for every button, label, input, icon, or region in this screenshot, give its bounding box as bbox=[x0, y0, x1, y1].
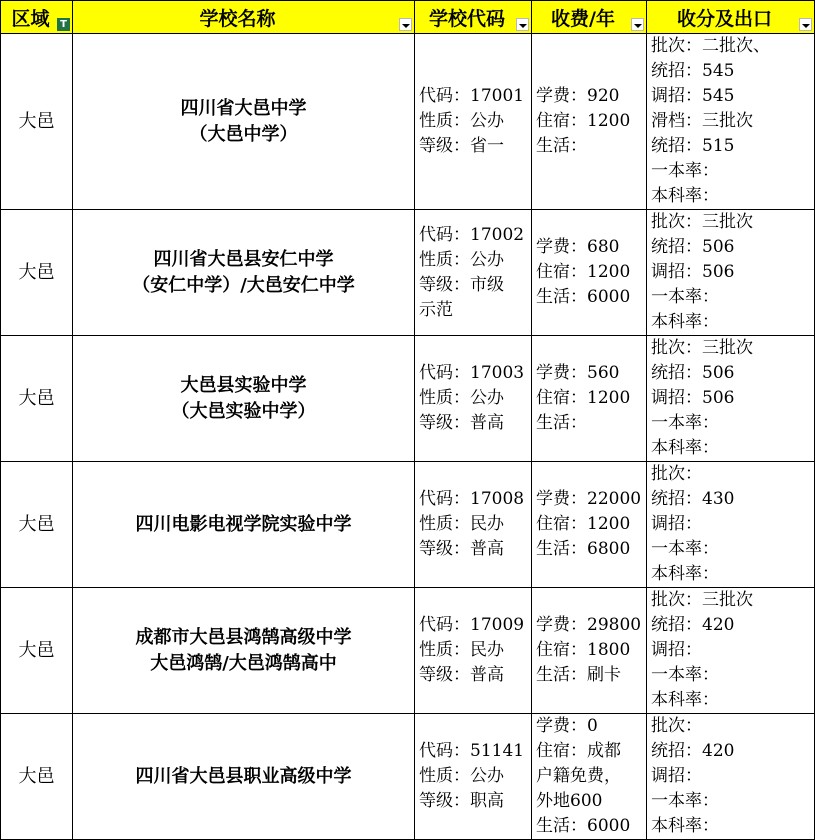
fee-line: 学费：920 bbox=[536, 86, 620, 106]
school-info-line: 性质：民办 bbox=[419, 640, 504, 660]
school-name-cell[interactable] bbox=[73, 462, 415, 588]
fees-cell[interactable] bbox=[532, 714, 647, 840]
school-name-line: 四川省大邑县安仁中学 bbox=[153, 248, 334, 270]
school-info-line: 等级：职高 bbox=[419, 791, 504, 811]
table-row bbox=[1, 34, 815, 210]
school-info-line: 代码：17003 bbox=[419, 363, 525, 383]
score-line: 本科率： bbox=[651, 690, 719, 710]
header-row bbox=[1, 1, 815, 34]
school-code-cell[interactable] bbox=[415, 336, 532, 462]
fee-line: 生活：6800 bbox=[536, 539, 631, 559]
score-line: 调招： bbox=[651, 640, 702, 660]
school-name-line: 大邑县实验中学 bbox=[180, 374, 307, 396]
score-line: 批次： bbox=[651, 716, 702, 736]
school-name-cell[interactable] bbox=[73, 34, 415, 210]
school-info-line: 等级：普高 bbox=[419, 665, 504, 685]
header-scores[interactable] bbox=[647, 1, 815, 34]
school-info-line: 等级：普高 bbox=[419, 539, 504, 559]
table-row bbox=[1, 336, 815, 462]
filter-dropdown-icon[interactable] bbox=[516, 18, 529, 31]
school-code-cell[interactable] bbox=[415, 34, 532, 210]
fee-line: 住宿：1200 bbox=[536, 514, 631, 534]
fees-cell[interactable] bbox=[532, 210, 647, 336]
score-line: 本科率： bbox=[651, 186, 719, 206]
school-info-line: 代码：51141 bbox=[419, 741, 525, 761]
table-row bbox=[1, 462, 815, 588]
score-line: 统招：545 bbox=[651, 61, 735, 81]
score-line: 滑档：三批次 bbox=[651, 111, 753, 131]
score-line: 统招：420 bbox=[651, 741, 735, 761]
fee-line: 学费：560 bbox=[536, 363, 620, 383]
scores-cell[interactable] bbox=[647, 462, 815, 588]
fees-cell[interactable] bbox=[532, 336, 647, 462]
school-name-line: （安仁中学）/大邑安仁中学 bbox=[132, 274, 355, 296]
school-name-line: 大邑鸿鹄/大邑鸿鹄高中 bbox=[150, 652, 337, 674]
header-region-label: 区域 bbox=[11, 7, 50, 30]
fee-line: 住宿：1200 bbox=[536, 262, 631, 282]
school-info-line: 代码：17002 bbox=[419, 224, 525, 245]
school-info-line: 性质：公办 bbox=[419, 388, 504, 408]
school-code-cell[interactable] bbox=[415, 462, 532, 588]
header-school-name[interactable] bbox=[73, 1, 415, 34]
header-school-code[interactable] bbox=[415, 1, 532, 34]
score-line: 统招：515 bbox=[651, 136, 735, 156]
school-name-line: （大邑中学） bbox=[189, 123, 298, 145]
score-line: 统招：506 bbox=[651, 237, 735, 257]
fee-line: 学费：22000 bbox=[536, 489, 642, 509]
school-name-line: 四川省大邑县职业高级中学 bbox=[135, 765, 352, 787]
school-info-line: 示范 bbox=[419, 299, 453, 320]
fee-line: 学费：29800 bbox=[536, 615, 642, 635]
school-info-line: 性质：公办 bbox=[419, 249, 504, 270]
scores-cell[interactable] bbox=[647, 714, 815, 840]
region-cell[interactable] bbox=[1, 210, 73, 336]
fee-line: 学费：680 bbox=[536, 237, 620, 257]
region-value: 大邑 bbox=[18, 640, 55, 661]
region-cell[interactable] bbox=[1, 34, 73, 210]
fee-line: 住宿：1200 bbox=[536, 388, 631, 408]
score-line: 统招：506 bbox=[651, 363, 735, 383]
header-fees[interactable] bbox=[532, 1, 647, 34]
score-line: 调招： bbox=[651, 514, 702, 534]
table-row bbox=[1, 210, 815, 336]
score-line: 本科率： bbox=[651, 312, 719, 332]
score-line: 调招：506 bbox=[651, 262, 735, 282]
school-name-line: 四川电影电视学院实验中学 bbox=[135, 513, 352, 535]
score-line: 调招：506 bbox=[651, 388, 735, 408]
filter-dropdown-icon[interactable] bbox=[399, 18, 412, 31]
region-cell[interactable] bbox=[1, 714, 73, 840]
school-code-cell[interactable] bbox=[415, 210, 532, 336]
score-line: 一本率： bbox=[651, 161, 719, 181]
fee-line: 生活： bbox=[536, 413, 587, 433]
region-value: 大邑 bbox=[18, 111, 55, 132]
scores-cell[interactable] bbox=[647, 34, 815, 210]
fees-cell[interactable] bbox=[532, 588, 647, 714]
school-info-line: 代码：17008 bbox=[419, 489, 525, 509]
score-line: 统招：430 bbox=[651, 489, 735, 509]
score-line: 调招： bbox=[651, 766, 702, 786]
header-school-name-label: 学校名称 bbox=[199, 7, 276, 30]
score-line: 统招：420 bbox=[651, 615, 735, 635]
score-line: 一本率： bbox=[651, 539, 719, 559]
school-info-line: 代码：17001 bbox=[419, 86, 525, 106]
score-line: 调招：545 bbox=[651, 86, 735, 106]
school-info-line: 性质：公办 bbox=[419, 766, 504, 786]
header-region[interactable] bbox=[1, 1, 73, 34]
region-cell[interactable] bbox=[1, 336, 73, 462]
score-line: 批次：二批次、 bbox=[651, 36, 770, 56]
region-value: 大邑 bbox=[18, 388, 55, 409]
fee-line: 生活：刷卡 bbox=[536, 665, 621, 685]
score-line: 本科率： bbox=[651, 564, 719, 584]
region-value: 大邑 bbox=[18, 514, 55, 535]
fee-line: 户籍免费， bbox=[536, 766, 621, 786]
school-info-line: 等级：普高 bbox=[419, 413, 504, 433]
school-name-line: （大邑实验中学） bbox=[171, 400, 316, 422]
scores-cell[interactable] bbox=[647, 588, 815, 714]
school-code-cell[interactable] bbox=[415, 588, 532, 714]
header-fees-label: 收费/年 bbox=[551, 7, 615, 30]
fee-line: 生活：6000 bbox=[536, 816, 631, 836]
fee-line: 学费：0 bbox=[536, 716, 598, 736]
scores-cell[interactable] bbox=[647, 210, 815, 336]
score-line: 批次： bbox=[651, 464, 702, 484]
school-code-cell[interactable] bbox=[415, 714, 532, 840]
fee-line: 住宿：1200 bbox=[536, 111, 631, 131]
table-row bbox=[1, 588, 815, 714]
fee-line: 住宿：1800 bbox=[536, 640, 631, 660]
score-line: 一本率： bbox=[651, 287, 719, 307]
fee-line: 外地600 bbox=[536, 791, 603, 811]
region-value: 大邑 bbox=[18, 262, 55, 283]
table-row bbox=[1, 714, 815, 840]
fees-cell[interactable] bbox=[532, 34, 647, 210]
score-line: 本科率： bbox=[651, 816, 719, 836]
score-line: 一本率： bbox=[651, 665, 719, 685]
score-line: 一本率： bbox=[651, 413, 719, 433]
fee-line: 住宿：成都 bbox=[536, 741, 621, 761]
fees-cell[interactable] bbox=[532, 462, 647, 588]
filter-dropdown-icon[interactable] bbox=[631, 18, 644, 31]
fee-line: 生活： bbox=[536, 136, 587, 156]
school-info-line: 性质：民办 bbox=[419, 514, 504, 534]
header-scores-label: 收分及出口 bbox=[676, 7, 772, 30]
fee-line: 生活：6000 bbox=[536, 287, 631, 307]
score-line: 本科率： bbox=[651, 438, 719, 458]
region-value: 大邑 bbox=[18, 766, 55, 787]
filter-active-icon[interactable]: T bbox=[57, 18, 70, 31]
region-cell[interactable] bbox=[1, 462, 73, 588]
region-cell[interactable] bbox=[1, 588, 73, 714]
school-info-line: 代码：17009 bbox=[419, 615, 525, 635]
score-line: 批次：三批次 bbox=[651, 590, 753, 610]
school-info-line: 性质：公办 bbox=[419, 111, 504, 131]
score-line: 一本率： bbox=[651, 791, 719, 811]
school-name-line: 四川省大邑中学 bbox=[180, 97, 307, 119]
school-name-cell[interactable] bbox=[73, 210, 415, 336]
score-line: 批次：三批次 bbox=[651, 212, 753, 232]
school-name-line: 成都市大邑县鸿鹄高级中学 bbox=[135, 626, 352, 648]
school-name-cell[interactable] bbox=[73, 714, 415, 840]
school-name-cell[interactable] bbox=[73, 336, 415, 462]
header-school-code-label: 学校代码 bbox=[428, 7, 505, 30]
score-line: 批次：三批次 bbox=[651, 338, 753, 358]
scores-cell[interactable] bbox=[647, 336, 815, 462]
school-name-cell[interactable] bbox=[73, 588, 415, 714]
filter-dropdown-icon[interactable] bbox=[799, 18, 812, 31]
school-info-line: 等级：省一 bbox=[419, 136, 504, 156]
school-info-line: 等级：市级 bbox=[419, 274, 504, 295]
